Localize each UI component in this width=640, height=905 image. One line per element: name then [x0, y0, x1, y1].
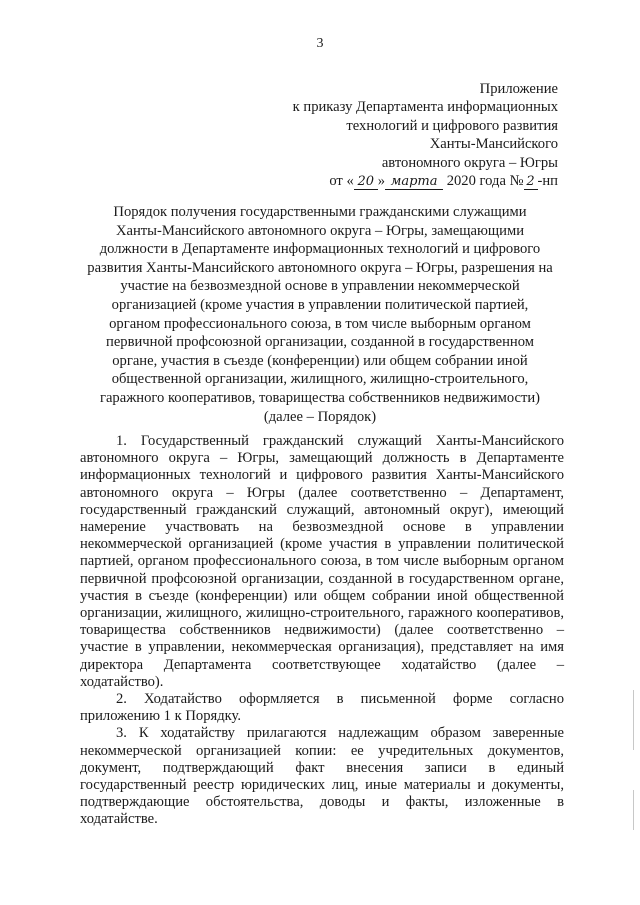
title-line: органом профессионального союза, в том числе выборным органом	[109, 315, 531, 332]
appendix-line: Ханты-Мансийского	[429, 136, 558, 153]
handwritten-month: марта	[385, 175, 443, 190]
title-line: участие на безвозмездной основе в управлении некоммерческой	[120, 278, 520, 295]
appendix-block	[293, 80, 558, 190]
handwritten-day: 20	[354, 175, 378, 190]
title-line: развития Ханты-Мансийского автономного округа – Югры, разрешения на	[87, 259, 553, 276]
title-line: Ханты-Мансийского автономного округа – Югры, замещающими	[115, 222, 525, 239]
title-line: гаражного кооперативов, товарищества собственников недвижимости)	[99, 389, 541, 406]
appendix-line: к приказу Департамента информационных	[292, 99, 558, 116]
document-title	[70, 203, 570, 426]
title-line: первичной профсоюзной организации, созданной в государственном	[106, 334, 534, 351]
title-line: организацией (кроме участия в управлении политической партией,	[111, 296, 529, 313]
title-line: (далее – Порядок)	[263, 408, 377, 425]
date-close: »	[377, 173, 386, 190]
title-line: Порядок получения государственными гражданскими служащими	[113, 204, 527, 220]
year-text: 2020 года №	[446, 173, 524, 190]
paragraph-1: 1. Государственный гражданский служащий Ханты-Мансийского автономного округа – Югры, замещающий должность в Департаменте информационных технологий и цифрового развития Ханты-Мансийского автономного округа – Югры (далее соответственно – Департамент, государственный гражданский служащий, автономный округ), имеющий намерение участвовать на безвозмездной основе в управлении некоммерческой организацией (кроме участия в управлении политической партией, органом профессионального союза, в том числе выборным органом первичной профсоюзной организации, созданной в государственном органе, участия в съезде (конференции) или общем собрании иной общественной организации, жилищного, жилищно-строительного, гаражного кооперативов, товарищества собственников недвижимости) (далее соответственно – участие в управлении, некоммерческая организация), представляет на имя директора Департамента соответствующее ходатайство (далее – ходатайство).	[80, 433, 564, 690]
number-suffix: -нп	[537, 173, 558, 190]
title-line: общественной организации, жилищного, жилищно-строительного,	[111, 371, 529, 388]
appendix-line: автономного округа – Югры	[381, 154, 558, 171]
page-number: 3	[316, 36, 324, 51]
order-date-line	[293, 172, 558, 190]
appendix-title: Приложение	[479, 81, 558, 97]
scan-edge-mark	[633, 790, 634, 830]
document-body	[80, 433, 564, 829]
date-prefix: от «	[329, 173, 354, 190]
paragraph-2: 2. Ходатайство оформляется в письменной форме согласно приложению 1 к Порядку.	[80, 691, 564, 725]
paragraph-3: 3. К ходатайству прилагаются надлежащим образом заверенные некоммерческой организацией копии: ее учредительных документов, документ, подтверждающий факт внесения записи в единый государственный реестр юридических лиц, иные материалы и документы, подтверждающие обстоятельства, доводы и факты, изложенные в ходатайстве.	[80, 725, 564, 828]
title-line: органе, участия в съезде (конференции) или общем собрании иной	[112, 352, 528, 369]
appendix-line: технологий и цифрового развития	[346, 117, 558, 134]
title-line: должности в Департаменте информационных технологий и цифрового	[99, 241, 541, 258]
scan-edge-mark	[633, 690, 634, 750]
handwritten-number: 2	[524, 175, 538, 190]
